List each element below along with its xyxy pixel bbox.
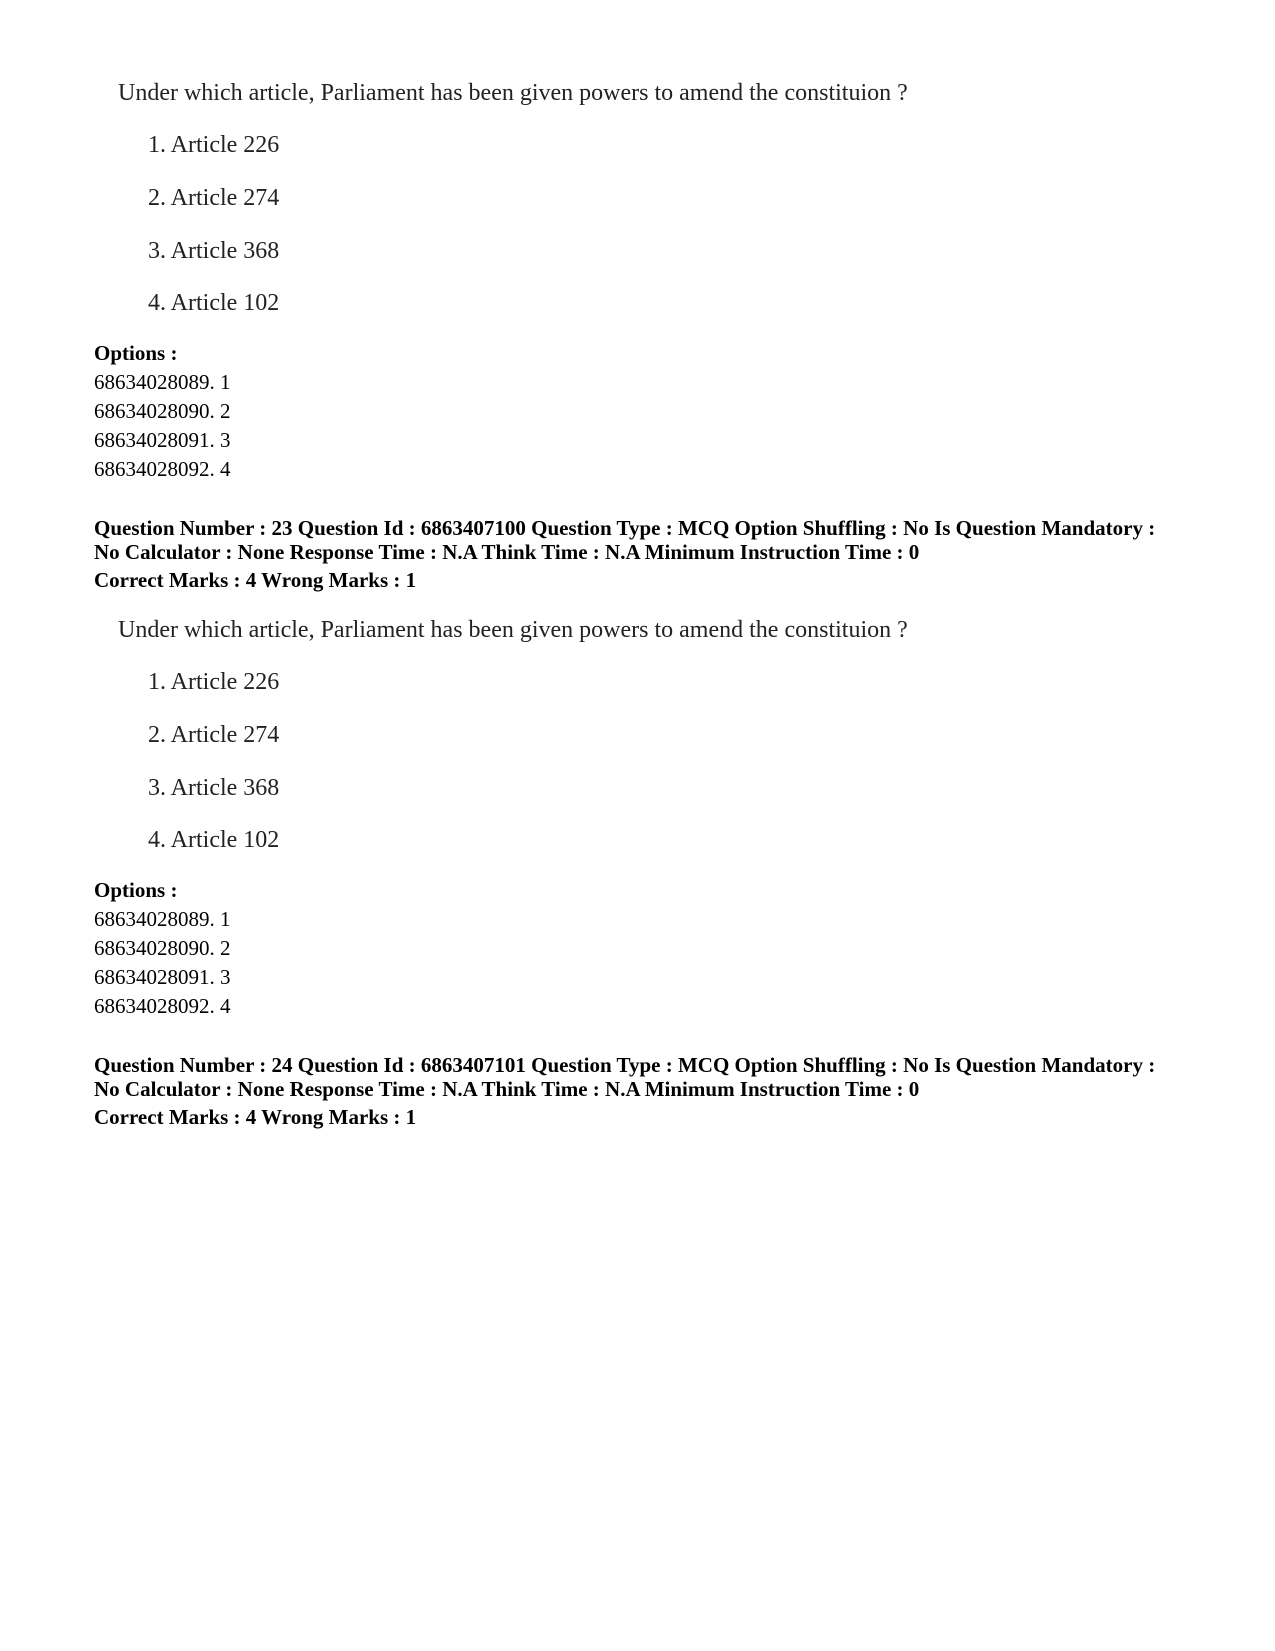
- question-text: Under which article, Parliament has been given powers to amend the constituion ?: [118, 80, 908, 106]
- option-item: 68634028092. 4: [94, 457, 231, 481]
- option-item: 68634028089. 1: [94, 907, 231, 931]
- question-image-2: [118, 617, 938, 857]
- meta-line-3: Correct Marks : 4 Wrong Marks : 1: [94, 1105, 417, 1129]
- choice-4: 4. Article 102: [148, 827, 280, 853]
- options-list-2: [94, 876, 231, 1021]
- question-meta-23: [94, 516, 1204, 596]
- meta-line-1: Question Number : 24 Question Id : 6863407101 Question Type : MCQ Option Shuffling : No Is Question Mandatory :: [94, 1053, 1156, 1077]
- meta-line-3: Correct Marks : 4 Wrong Marks : 1: [94, 568, 417, 592]
- option-item: 68634028092. 4: [94, 994, 231, 1018]
- meta-line-1: Question Number : 23 Question Id : 6863407100 Question Type : MCQ Option Shuffling : No Is Question Mandatory :: [94, 516, 1156, 540]
- option-item: 68634028089. 1: [94, 370, 231, 394]
- meta-line-2: No Calculator : None Response Time : N.A Think Time : N.A Minimum Instruction Time : 0: [94, 540, 920, 564]
- options-list-1: [94, 339, 231, 484]
- choice-3: 3. Article 368: [148, 238, 280, 264]
- question-meta-24: [94, 1053, 1204, 1133]
- choice-1: 1. Article 226: [148, 669, 280, 695]
- option-item: 68634028091. 3: [94, 965, 231, 989]
- choice-1: 1. Article 226: [148, 132, 280, 158]
- choice-3: 3. Article 368: [148, 775, 280, 801]
- options-label: Options :: [94, 878, 178, 902]
- choice-2: 2. Article 274: [148, 185, 280, 211]
- meta-line-2: No Calculator : None Response Time : N.A Think Time : N.A Minimum Instruction Time : 0: [94, 1077, 920, 1101]
- choice-4: 4. Article 102: [148, 290, 280, 316]
- question-image-1: [118, 80, 938, 320]
- choice-2: 2. Article 274: [148, 722, 280, 748]
- options-label: Options :: [94, 341, 178, 365]
- question-text: Under which article, Parliament has been given powers to amend the constituion ?: [118, 617, 908, 643]
- option-item: 68634028090. 2: [94, 399, 231, 423]
- option-item: 68634028091. 3: [94, 428, 231, 452]
- option-item: 68634028090. 2: [94, 936, 231, 960]
